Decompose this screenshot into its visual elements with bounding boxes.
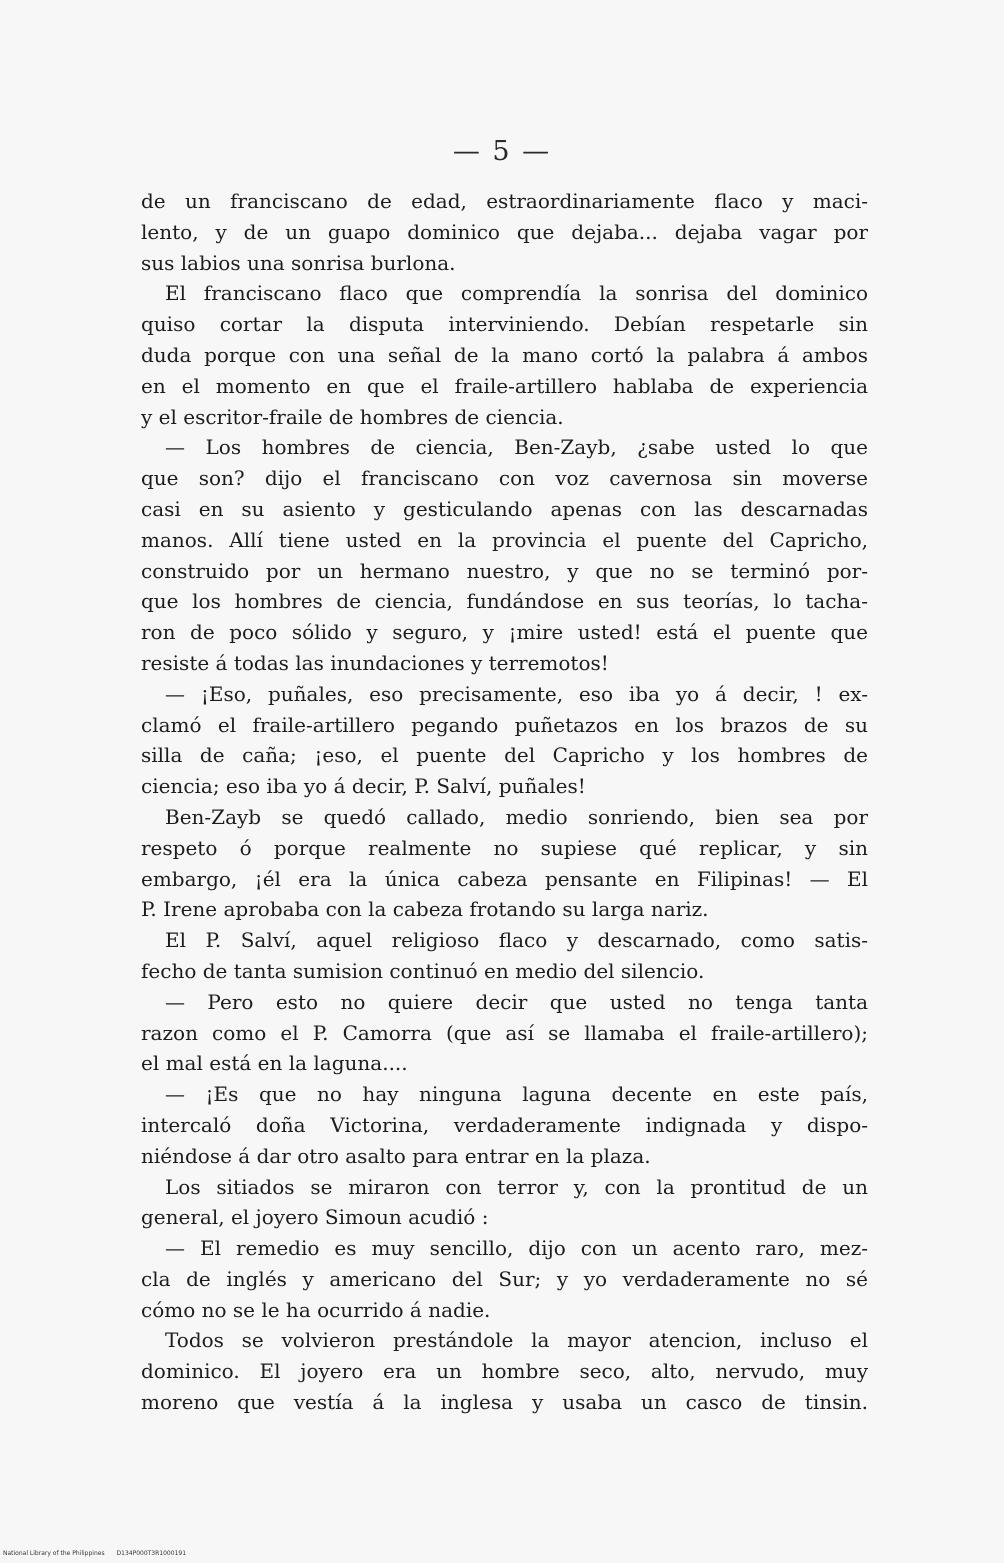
- text-line: ron de poco sólido y seguro, y ¡mire usted! está el puente que: [141, 620, 868, 645]
- text-line: — ¡Eso, puñales, eso precisamente, eso iba yo á decir, ! ex-: [165, 681, 868, 706]
- text-line: duda porque con una señal de la mano cortó la palabra á ambos: [141, 342, 868, 367]
- text-line: ciencia; eso iba yo á decir, P. Salví, puñales!: [141, 774, 586, 799]
- text-line: moreno que vestía á la inglesa y usaba un casco de tinsin.: [141, 1390, 868, 1415]
- text-line: casi en su asiento y gesticulando apenas con las descarnadas: [141, 496, 868, 521]
- text-line: y el escritor-fraile de hombres de ciencia.: [141, 404, 564, 429]
- text-line: niéndose á dar otro asalto para entrar en la plaza.: [141, 1143, 651, 1168]
- text-line: construido por un hermano nuestro, y que no se terminó por-: [141, 558, 868, 583]
- text-line: manos. Allí tiene usted en la provincia el puente del Capricho,: [141, 527, 868, 552]
- text-line: Ben-Zayb se quedó callado, medio sonriendo, bien sea por: [165, 804, 868, 829]
- page-number: — 5 —: [452, 136, 552, 167]
- footer-item-id: D134P000T3R1000191: [116, 1550, 187, 1557]
- text-line: — ¡Es que no hay ninguna laguna decente en este país,: [165, 1082, 868, 1107]
- text-line: silla de caña; ¡eso, el puente del Capricho y los hombres de: [141, 743, 868, 768]
- text-line: El P. Salví, aquel religioso flaco y descarnado, como satis-: [165, 928, 868, 953]
- text-line: de un franciscano de edad, estraordinariamente flaco y maci-: [141, 189, 868, 213]
- text-line: Todos se volvieron prestándole la mayor atencion, incluso el: [165, 1328, 868, 1353]
- text-line: fecho de tanta sumision continuó en medio del silencio.: [141, 958, 705, 983]
- text-line: que son? dijo el franciscano con voz cavernosa sin moverse: [141, 466, 868, 491]
- text-line: sus labios una sonrisa burlona.: [141, 250, 456, 275]
- text-line: intercaló doña Victorina, verdaderamente indignada y dispo-: [141, 1112, 868, 1137]
- text-line: — Pero esto no quiere decir que usted no tenga tanta: [165, 989, 868, 1014]
- footer-caption: [3, 1550, 196, 1557]
- text-line: respeto ó porque realmente no supiese qué replicar, y sin: [141, 835, 868, 860]
- text-line: resiste á todas las inundaciones y terremotos!: [141, 650, 609, 675]
- text-line: quiso cortar la disputa interviniendo. Debían respetarle sin: [141, 312, 868, 337]
- text-line: lento, y de un guapo dominico que dejaba... dejaba vagar por: [141, 219, 868, 244]
- text-line: cla de inglés y americano del Sur; y yo verdaderamente no sé: [141, 1266, 868, 1291]
- text-line: Los sitiados se miraron con terror y, con la prontitud de un: [165, 1174, 868, 1199]
- text-line: el mal está en la laguna....: [141, 1051, 408, 1076]
- text-line: cómo no se le ha ocurrido á nadie.: [141, 1297, 491, 1322]
- text-line: razon como el P. Camorra (que así se llamaba el fraile-artillero);: [141, 1020, 868, 1045]
- text-line: clamó el fraile-artillero pegando puñetazos en los brazos de su: [141, 712, 868, 737]
- text-line: P. Irene aprobaba con la cabeza frotando su larga nariz.: [141, 897, 709, 922]
- text-line: — El remedio es muy sencillo, dijo con un acento raro, mez-: [165, 1236, 868, 1261]
- text-body: [141, 186, 868, 1418]
- text-line: dominico. El joyero era un hombre seco, alto, nervudo, muy: [141, 1359, 868, 1384]
- text-line: que los hombres de ciencia, fundándose en sus teorías, lo tacha-: [141, 589, 868, 614]
- text-line: en el momento en que el fraile-artillero hablaba de experiencia: [141, 373, 868, 398]
- text-line: El franciscano flaco que comprendía la sonrisa del dominico: [165, 281, 868, 306]
- text-line: general, el joyero Simoun acudió :: [141, 1205, 489, 1230]
- text-line: embargo, ¡él era la única cabeza pensante en Filipinas! — El: [141, 866, 868, 891]
- text-line: — Los hombres de ciencia, Ben-Zayb, ¿sabe usted lo que: [165, 435, 868, 460]
- footer-library: National Library of the Philippines: [3, 1550, 105, 1557]
